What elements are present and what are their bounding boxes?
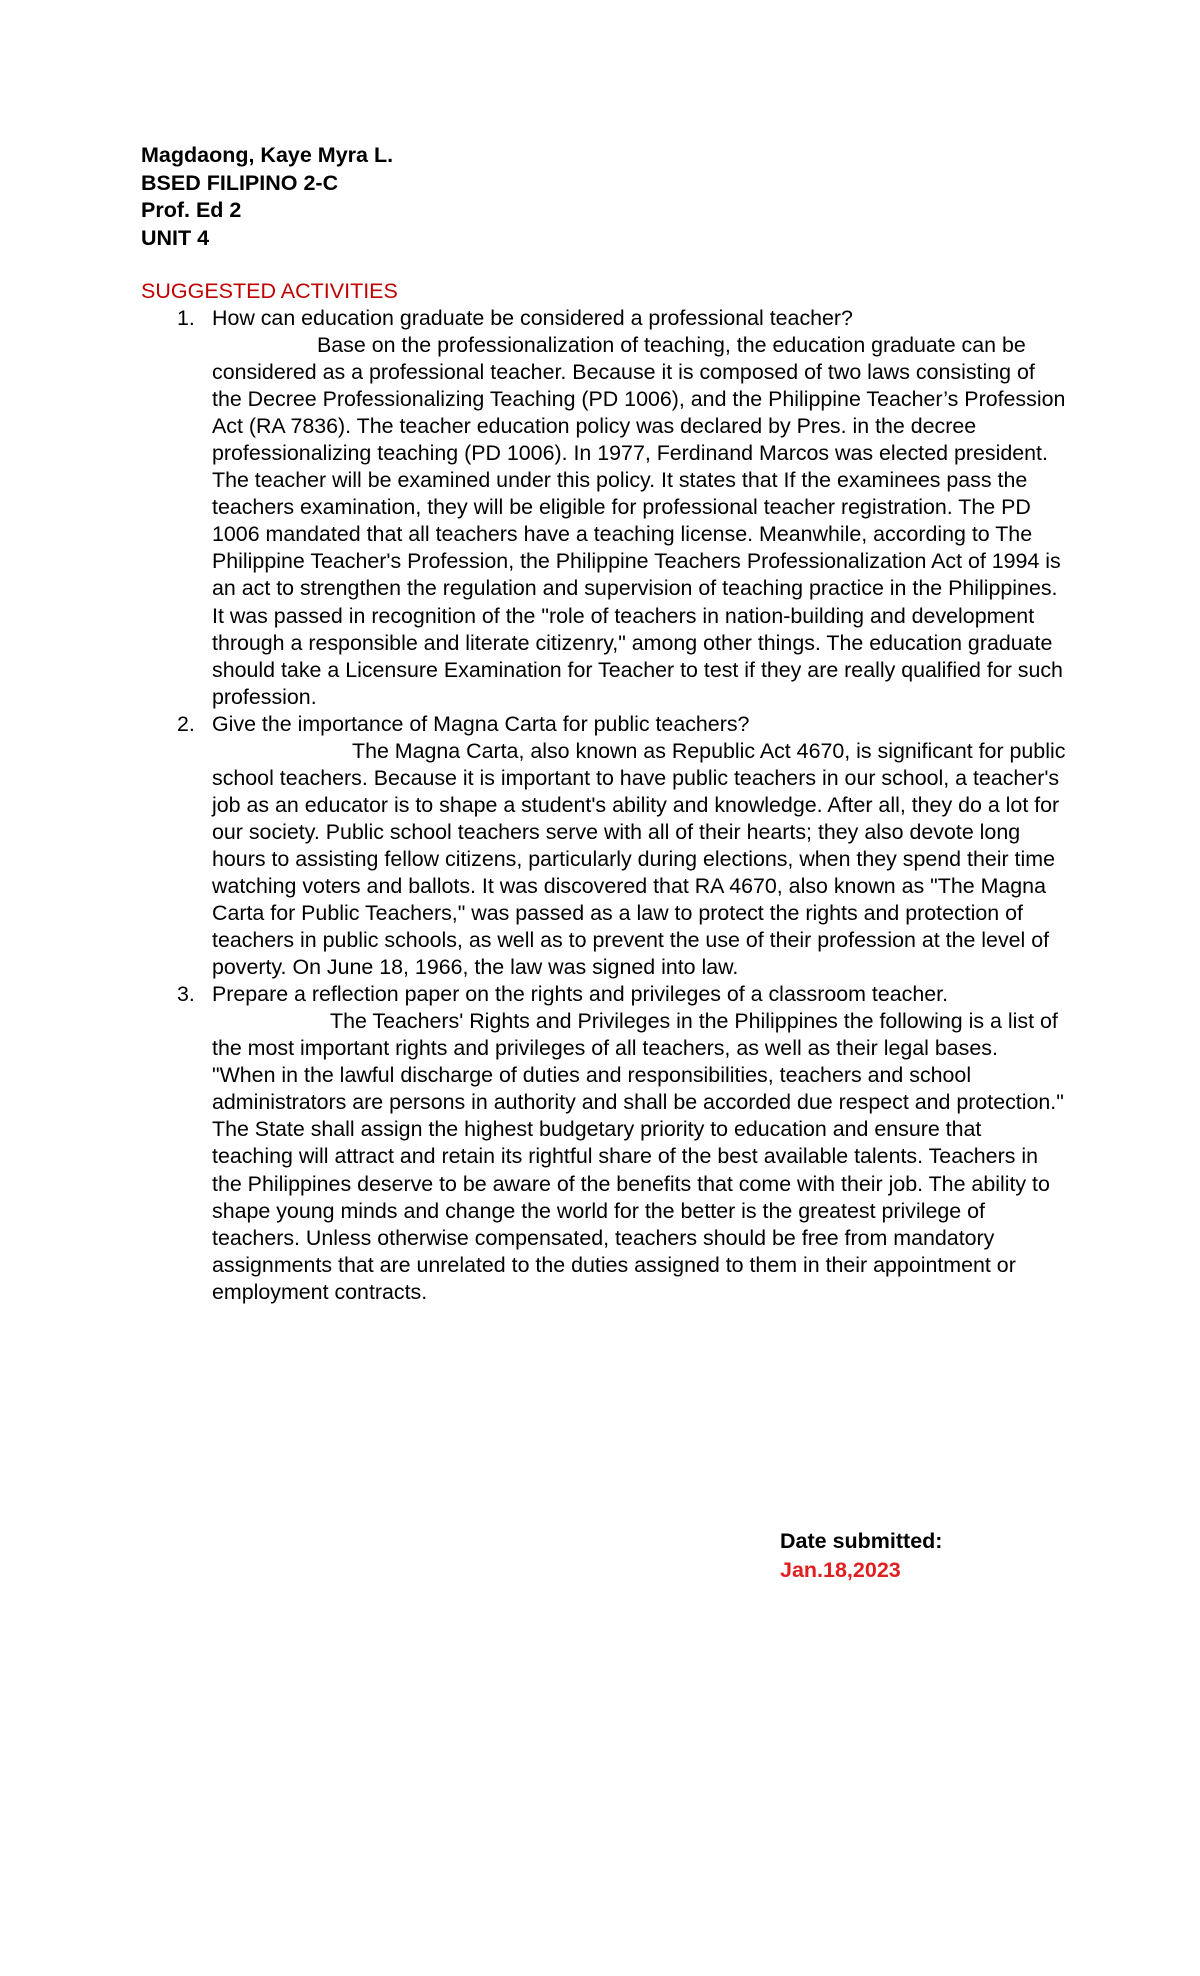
item-number: 2.: [177, 711, 195, 736]
student-name: Magdaong, Kaye Myra L.: [141, 143, 394, 167]
item-question: How can education graduate be considered a professional teacher?: [212, 306, 853, 330]
course-section: BSED FILIPINO 2-C: [141, 170, 339, 195]
section-title: SUGGESTED ACTIVITIES: [141, 279, 398, 303]
subject-name: Prof. Ed 2: [141, 198, 242, 222]
list-item: [141, 305, 1066, 711]
date-submitted-block: [780, 1527, 942, 1585]
item-question: Give the importance of Magna Carta for public teachers?: [212, 711, 750, 736]
unit-label: UNIT 4: [141, 225, 210, 250]
list-item: [141, 711, 1066, 981]
date-submitted-value: Jan.18,2023: [780, 1558, 901, 1582]
item-answer: The Teachers' Rights and Privileges in the Philippines the following is a list of the most important rights and privileges of all teachers, as well as their legal bases. "When in the lawful discharge of duties and responsibilities, teachers and school administrators are persons in authority and shall be accorded due respect and protection." The State shall assign the highest budgetary priority to education and ensure that teaching will attract and retain its rightful share of the best available talents. Teachers in the Philippines deserve to be aware of the benefits that come with their job. The ability to shape young minds and change the world for the better is the greatest privilege of teachers. Unless otherwise compensated, teachers should be free from mandatory assignments that are unrelated to the duties assigned to them in their appointment or employment contracts.: [212, 1009, 1064, 1304]
item-answer: Base on the professionalization of teaching, the education graduate can be considered as a professional teacher. Because it is composed of two laws consisting of the Decree Professionalizing Teaching (PD 1006), and the Philippine Teacher’s Profession Act (RA 7836). The teacher education policy was declared by Pres. in the decree professionalizing teaching (PD 1006). In 1977, Ferdinand Marcos was elected president. The teacher will be examined under this policy. It states that If the examinees pass the teachers examination, they will be eligible for professional teacher registration. The PD 1006 mandated that all teachers have a teaching license. Meanwhile, according to The Philippine Teacher's Profession, the Philippine Teachers Professionalization Act of 1994 is an act to strengthen the regulation and supervision of teaching practice in the Philippines. It was passed in recognition of the "role of teachers in nation-building and development through a responsible and literate citizenry," among other things. The education graduate should take a Licensure Examination for Teacher to test if they are really qualified for such profession.: [212, 333, 1066, 709]
item-answer: The Magna Carta, also known as Republic Act 4670, is significant for public school teachers. Because it is important to have public teachers in our school, a teacher's job as an educator is to shape a student's ability and knowledge. After all, they do a lot for our society. Public school teachers serve with all of their hearts; they also devote long hours to assisting fellow citizens, particularly during elections, when they spend their time watching voters and ballots. It was discovered that RA 4670, also known as "The Magna Carta for Public Teachers," was passed as a law to protect the rights and protection of teachers in public schools, as well as to prevent the use of their profession at the level of poverty. On June 18, 1966, the law was signed into law.: [212, 738, 1066, 980]
item-number: 1.: [177, 306, 195, 330]
student-header: [141, 142, 393, 252]
activity-list: [141, 305, 1066, 1306]
date-submitted-label: Date submitted:: [780, 1529, 943, 1553]
item-question: Prepare a reflection paper on the rights and privileges of a classroom teacher.: [212, 982, 949, 1007]
list-item: [141, 981, 1066, 1306]
item-number: 3.: [177, 982, 195, 1007]
